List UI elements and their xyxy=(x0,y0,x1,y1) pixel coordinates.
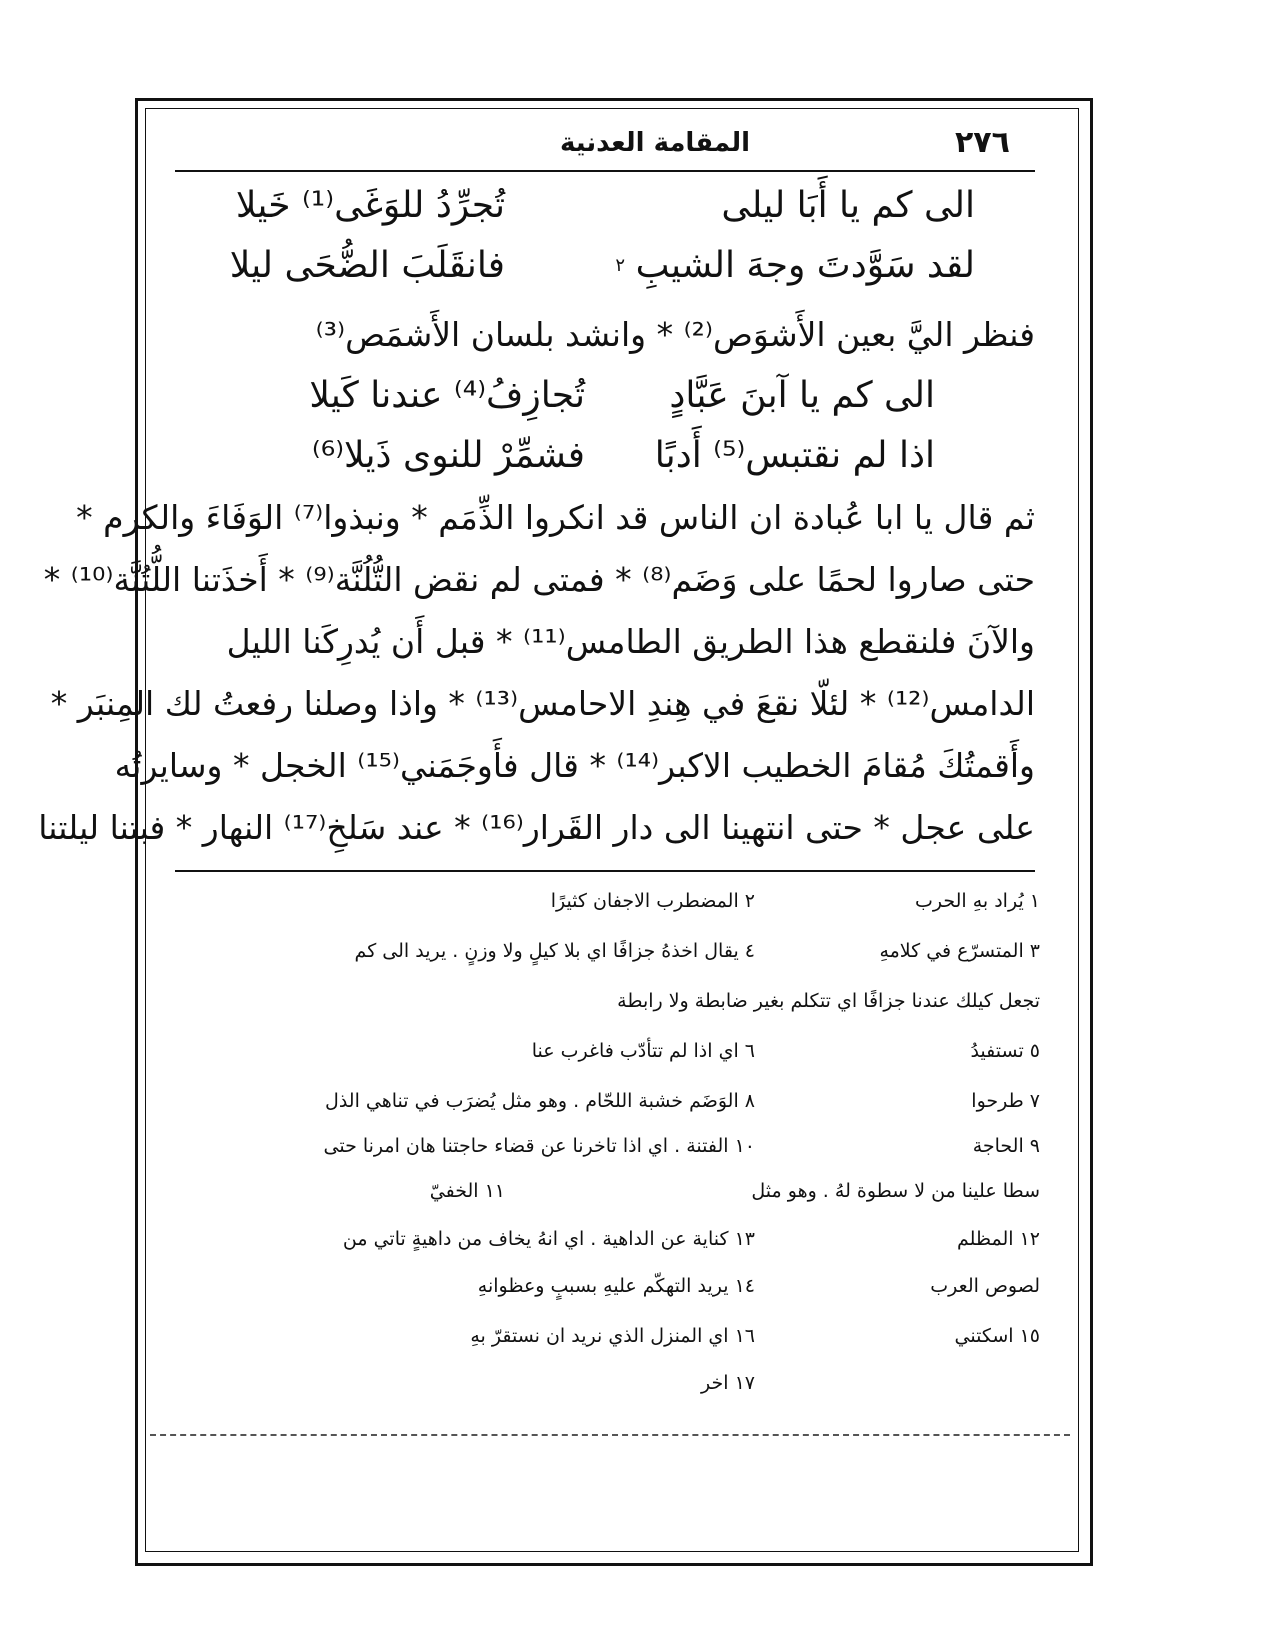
footnote-13-continued: لصوص العرب xyxy=(930,1275,1040,1297)
running-title: المقامة العدنية xyxy=(560,128,751,158)
prose-line: وأَقمتُكَ مُقامَ الخطيب الاكبر⁽¹⁴⁾ * قال فأَوجَمَني⁽¹⁵⁾ الخجل * وسايرتُه xyxy=(114,746,1035,785)
footnote-10-continued: سطا علينا من لا سطوة لهُ . وهو مثل xyxy=(751,1180,1040,1202)
footnote-8: ٨ الوَضَم خشبة اللحّام . وهو مثل يُضرَب في تناهي الذل xyxy=(325,1090,755,1112)
header-rule xyxy=(175,170,1035,172)
footnote-16: ١٦ اي المنزل الذي نريد ان نستقرّ بهِ xyxy=(470,1325,755,1347)
footnotes-rule xyxy=(175,870,1035,872)
verse-separator: ٢ xyxy=(615,255,625,276)
page-number: ٢٧٦ xyxy=(955,125,1010,160)
footnote-11: ١١ الخفيّ xyxy=(429,1180,505,1202)
verse-1-hemistich-right: الى كم يا أَبَا ليلى xyxy=(721,185,975,226)
footnote-7: ٧ طرحوا xyxy=(971,1090,1040,1112)
footnote-17: ١٧ اخر xyxy=(701,1372,755,1394)
footnote-4: ٤ يقال اخذهُ جزافًا اي بلا كيلٍ ولا وزنٍ . يريد الى كم xyxy=(354,940,755,962)
footnote-3: ٣ المتسرّع في كلامهِ xyxy=(879,940,1040,962)
footnote-2: ٢ المضطرب الاجفان كثيرًا xyxy=(550,890,755,912)
footnote-14: ١٤ يريد التهكّم عليهِ بسببٍ وعظوانهِ xyxy=(477,1275,755,1297)
prose-line: حتى صاروا لحمًا على وَضَم⁽⁸⁾ * فمتى لم نقض التُّلُنَّة⁽⁹⁾ * أَخذَتنا اللُّتُنَّة⁽¹⁰⁾ * xyxy=(43,560,1035,599)
prose-line: الدامس⁽¹²⁾ * لئلّا نقعَ في هِندِ الاحامس⁽¹³⁾ * واذا وصلنا رفعتُ لك المِنبَر * xyxy=(50,684,1035,723)
footnote-12: ١٢ المظلم xyxy=(956,1228,1040,1250)
footnote-5: ٥ تستفيدُ xyxy=(970,1040,1040,1062)
footnote-4-continued: تجعل كيلك عندنا جزافًا اي تتكلم بغير ضابطة ولا رابطة xyxy=(617,990,1040,1012)
prose-line: ثم قال يا ابا عُبادة ان الناس قد انكروا الذِّمَم * ونبذوا⁽⁷⁾ الوَفَاءَ والكرم * xyxy=(76,498,1035,537)
verse-4-hemistich-right: اذا لم نقتبس⁽⁵⁾ أَدبًا xyxy=(654,435,935,476)
verse-3-hemistich-left: تُجازِفُ⁽⁴⁾ عندنا كَيلا xyxy=(309,375,585,416)
transition-line: فنظر اليَّ بعين الأَشوَص⁽²⁾ * وانشد بلسان الأَشمَص⁽³⁾ xyxy=(315,315,1035,354)
verse-1-hemistich-left: تُجرِّدُ للوَغَى⁽¹⁾ خَيلا xyxy=(235,185,505,226)
footnote-6: ٦ اي اذا لم تتأدّب فاغرب عنا xyxy=(531,1040,755,1062)
footnote-10: ١٠ الفتنة . اي اذا تاخرنا عن قضاء حاجتنا هان امرنا حتى xyxy=(323,1135,755,1157)
verse-3-hemistich-right: الى كم يا آبنَ عَبَّادٍ xyxy=(669,375,935,416)
verse-2-hemistich-left: فانقَلَبَ الضُّحَى ليلا xyxy=(229,245,505,286)
verse-4-hemistich-left: فشمِّرْ للنوى ذَيلا⁽⁶⁾ xyxy=(311,435,585,476)
prose-line: والآنَ فلنقطع هذا الطريق الطامس⁽¹¹⁾ * قبل أَن يُدرِكَنا الليل xyxy=(226,622,1035,661)
footnote-15: ١٥ اسكتني xyxy=(954,1325,1040,1347)
footnote-1: ١ يُراد بهِ الحرب xyxy=(914,890,1040,912)
footnote-9: ٩ الحاجة xyxy=(972,1135,1040,1157)
prose-line: على عجل * حتى انتهينا الى دار القَرار⁽¹⁶⁾ * عند سَلخِ⁽¹⁷⁾ النهار * فبتنا ليلتنا xyxy=(38,808,1035,847)
footnote-13: ١٣ كناية عن الداهية . اي انهُ يخاف من داهيةٍ تاتي من xyxy=(342,1228,755,1250)
verse-2-hemistich-right: لقد سَوَّدتَ وجهَ الشيبِ xyxy=(635,245,975,286)
bottom-scan-edge xyxy=(150,1434,1070,1436)
